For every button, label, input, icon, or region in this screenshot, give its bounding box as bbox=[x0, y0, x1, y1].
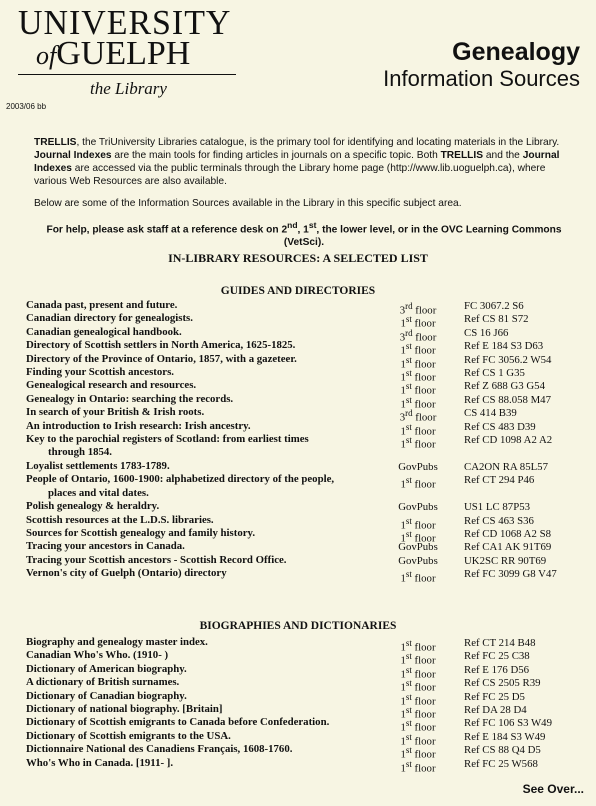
logo-library-text: the Library bbox=[90, 79, 167, 98]
resource-title-line: Key to the parochial registers of Scotland: from earliest times bbox=[26, 433, 309, 446]
call-number: FC 3067.2 S6 bbox=[464, 300, 524, 312]
resource-location bbox=[378, 540, 458, 554]
see-over-note: See Over... bbox=[522, 782, 584, 796]
intro-text-segment: , the TriUniversity Libraries catalogue, is the primary tool for identifying and locating materials in the Library. bbox=[76, 137, 560, 148]
resource-title bbox=[26, 649, 376, 662]
floor-number: 1 bbox=[400, 519, 406, 532]
resource-title bbox=[26, 339, 376, 352]
floor-number: 1 bbox=[400, 572, 406, 585]
floor-label: floor bbox=[411, 371, 436, 384]
resource-title-line: Genealogy in Ontario: searching the records. bbox=[26, 392, 234, 405]
resource-title-line: An introduction to Irish research: Irish ancestry. bbox=[26, 419, 251, 432]
resource-location bbox=[378, 500, 458, 514]
page-title bbox=[383, 38, 580, 92]
floor-number: 3 bbox=[399, 411, 406, 424]
floor-label: floor bbox=[411, 318, 436, 330]
call-number: Ref E 176 D56 bbox=[464, 663, 530, 676]
intro-text bbox=[34, 136, 574, 258]
intro-paragraph-1 bbox=[34, 136, 574, 188]
intro-text-segment: are the main tools for finding articles in journals on a specific topic. Both bbox=[111, 150, 441, 161]
resource-title-line: Canadian directory for genealogists. bbox=[26, 312, 193, 325]
floor-number: 1 bbox=[400, 748, 406, 761]
call-number: Ref E 184 S3 W49 bbox=[464, 730, 546, 743]
call-number: Ref CT 214 B48 bbox=[464, 637, 536, 649]
floor-number: 1 bbox=[400, 438, 406, 451]
resource-location bbox=[378, 757, 458, 776]
list-item bbox=[26, 703, 586, 721]
resource-title-line: Dictionary of Scottish emigrants to Canada before Confederation. bbox=[26, 716, 330, 729]
help-text-segment: , 1 bbox=[297, 224, 309, 236]
resource-title bbox=[26, 676, 376, 689]
floor-label: floor bbox=[411, 735, 436, 748]
resource-title bbox=[26, 743, 376, 756]
resource-title-line: In search of your British & Irish roots. bbox=[26, 406, 205, 419]
call-number: Ref CS 81 S72 bbox=[464, 313, 529, 326]
list-item bbox=[26, 419, 586, 438]
floor-label: floor bbox=[411, 425, 436, 438]
floor-ordinal: st bbox=[405, 745, 412, 756]
floor-label: floor bbox=[411, 695, 436, 708]
floor-number: 1 bbox=[400, 344, 406, 357]
resource-title bbox=[26, 420, 376, 433]
list-item bbox=[26, 473, 586, 500]
list-item bbox=[26, 662, 586, 681]
floor-number: 1 bbox=[400, 695, 406, 708]
resource-title bbox=[26, 663, 376, 676]
call-number: Ref FC 3099 G8 V47 bbox=[464, 568, 557, 581]
resource-title bbox=[26, 690, 376, 703]
resource-title bbox=[26, 433, 376, 460]
call-number: Ref Z 688 G3 G54 bbox=[464, 380, 545, 393]
floor-number: 1 bbox=[400, 641, 406, 654]
floor-ordinal: st bbox=[405, 638, 412, 648]
list-item bbox=[26, 756, 586, 775]
call-number: Ref CS 1 G35 bbox=[464, 367, 525, 380]
floor-number: 1 bbox=[400, 722, 406, 735]
trellis-term: TRELLIS bbox=[440, 150, 484, 161]
logo-university-text: UNIVERSITY bbox=[18, 3, 232, 42]
floor-label: floor bbox=[411, 385, 436, 398]
call-number: CS 16 J66 bbox=[464, 326, 509, 339]
floor-label: floor bbox=[411, 438, 436, 451]
floor-ordinal: st bbox=[405, 691, 412, 702]
floor-label: floor bbox=[411, 681, 436, 694]
floor-ordinal: st bbox=[405, 705, 412, 716]
resource-title bbox=[26, 353, 376, 366]
floor-ordinal: rd bbox=[405, 327, 413, 338]
resource-title-line: A dictionary of British surnames. bbox=[26, 676, 180, 689]
floor-label: floor bbox=[411, 668, 436, 681]
logo-of-text: of bbox=[36, 41, 57, 70]
floor-label: GovPubs bbox=[398, 501, 438, 514]
floor-label: floor bbox=[411, 478, 436, 491]
floor-label: floor bbox=[411, 572, 436, 585]
floor-ordinal: st bbox=[405, 664, 412, 675]
floor-number: 1 bbox=[400, 735, 406, 748]
help-text-segment: , the lower level, or in the OVC Learning Commons (VetSci). bbox=[283, 224, 562, 249]
intro-paragraph-2: Below are some of the Information Sources available in the Library in this specific subject area. bbox=[34, 198, 462, 209]
floor-label: GovPubs bbox=[398, 460, 438, 473]
floor-number: 1 bbox=[400, 681, 406, 694]
resource-title-line: Dictionary of Canadian biography. bbox=[26, 689, 187, 702]
resource-title bbox=[26, 703, 376, 716]
title-line-1: Genealogy bbox=[452, 38, 580, 66]
floor-ordinal: st bbox=[405, 758, 412, 769]
resource-title bbox=[26, 473, 376, 500]
floor-ordinal: st bbox=[405, 528, 412, 539]
floor-label: floor bbox=[412, 331, 437, 344]
list-item bbox=[26, 649, 586, 667]
journal-indexes-term: Journal Indexes bbox=[34, 150, 112, 161]
list-item bbox=[26, 540, 586, 553]
floor-ordinal: st bbox=[405, 421, 412, 432]
resource-location bbox=[378, 473, 458, 492]
floor-ordinal: st bbox=[405, 569, 412, 580]
title-line-2: Information Sources bbox=[383, 66, 580, 91]
journal-indexes-term: Journal Indexes bbox=[34, 150, 560, 174]
resource-title-line: Sources for Scottish genealogy and family history. bbox=[26, 526, 256, 539]
resource-title bbox=[26, 393, 376, 406]
list-item bbox=[26, 325, 586, 344]
section-title-guides: GUIDES AND DIRECTORIES bbox=[220, 285, 376, 297]
guides-list bbox=[26, 299, 586, 585]
floor-number: 1 bbox=[400, 762, 406, 775]
resource-title bbox=[26, 527, 376, 540]
resource-title-line: Canada past, present and future. bbox=[26, 299, 178, 311]
resource-title-line: Polish genealogy & heraldry. bbox=[26, 500, 160, 513]
call-number: Ref FC 106 S3 W49 bbox=[464, 717, 552, 730]
floor-ordinal: st bbox=[405, 718, 412, 729]
resource-title bbox=[26, 514, 376, 527]
resource-title bbox=[26, 567, 376, 580]
resource-title-line: Vernon's city of Guelph (Ontario) directory bbox=[26, 567, 227, 580]
call-number: Ref CD 1068 A2 S8 bbox=[464, 527, 551, 540]
resource-title-line: Genealogical research and resources. bbox=[26, 379, 197, 392]
call-number: Ref DA 28 D4 bbox=[464, 704, 527, 717]
resource-title-line: Dictionary of Scottish emigrants to the USA. bbox=[26, 729, 231, 742]
list-item bbox=[26, 689, 586, 708]
floor-label: floor bbox=[411, 532, 436, 545]
resource-title bbox=[26, 554, 376, 567]
floor-ordinal: st bbox=[405, 515, 412, 526]
resource-title bbox=[26, 540, 376, 553]
floor-label: GovPubs bbox=[398, 554, 438, 567]
call-number: Ref FC 25 W568 bbox=[464, 757, 538, 770]
help-note bbox=[34, 219, 574, 249]
resource-location bbox=[378, 433, 458, 452]
list-item bbox=[26, 339, 586, 357]
floor-number: 1 bbox=[400, 358, 406, 371]
resource-title-line: Loyalist settlements 1783-1789. bbox=[26, 459, 170, 472]
floor-ordinal: st bbox=[405, 354, 412, 365]
call-number: Ref CA1 AK 91T69 bbox=[464, 541, 552, 554]
floor-ordinal: rd bbox=[405, 408, 413, 419]
logo-guelph-line bbox=[18, 35, 248, 72]
list-item bbox=[26, 392, 586, 411]
list-item bbox=[26, 500, 586, 513]
floor-label: floor bbox=[411, 762, 436, 775]
call-number: Ref CS 88 Q4 D5 bbox=[464, 744, 541, 757]
list-item bbox=[26, 513, 586, 532]
call-number: Ref FC 3056.2 W54 bbox=[464, 353, 552, 366]
floor-label: floor bbox=[411, 655, 436, 667]
floor-label: floor bbox=[411, 519, 436, 532]
floor-label: floor bbox=[411, 722, 436, 735]
floor-label: floor bbox=[412, 411, 437, 424]
call-number: Ref CD 1098 A2 A2 bbox=[464, 434, 553, 447]
resource-location bbox=[378, 554, 458, 568]
resource-title-line: People of Ontario, 1600-1900: alphabetized directory of the people, bbox=[26, 473, 335, 486]
biographies-list bbox=[26, 636, 586, 775]
floor-ordinal: st bbox=[405, 381, 412, 392]
floor-label: floor bbox=[411, 708, 436, 721]
call-number: CA2ON RA 85L57 bbox=[464, 460, 548, 473]
resource-title-line: Canadian Who's Who. (1910- ) bbox=[26, 649, 169, 662]
resource-title bbox=[26, 326, 376, 339]
floor-label: floor bbox=[412, 304, 437, 317]
call-number: Ref CT 294 P46 bbox=[464, 474, 535, 487]
call-number: Ref CS 463 S36 bbox=[464, 514, 534, 527]
trellis-term: TRELLIS bbox=[34, 137, 77, 148]
intro-text-segment: and the bbox=[483, 150, 523, 161]
floor-label: floor bbox=[411, 398, 436, 411]
list-item bbox=[26, 676, 586, 694]
floor-ordinal: st bbox=[405, 651, 412, 662]
list-item bbox=[26, 352, 586, 371]
resource-title-continuation: places and vital dates. bbox=[48, 486, 149, 499]
resource-title bbox=[26, 366, 376, 379]
call-number: Ref E 184 S3 D63 bbox=[464, 340, 544, 353]
floor-number: 1 bbox=[400, 478, 406, 491]
list-item bbox=[26, 526, 586, 545]
resource-title bbox=[26, 636, 376, 649]
floor-label: floor bbox=[411, 748, 436, 761]
call-number: Ref FC 25 C38 bbox=[464, 650, 530, 663]
floor-number: 3 bbox=[399, 304, 406, 317]
floor-ordinal: rd bbox=[405, 301, 413, 311]
main-heading: IN-LIBRARY RESOURCES: A SELECTED LIST bbox=[168, 251, 428, 265]
list-item bbox=[26, 299, 586, 317]
floor-label: GovPubs bbox=[398, 541, 438, 554]
resource-title-line: Who's Who in Canada. [1911- ]. bbox=[26, 756, 174, 769]
resource-title bbox=[26, 312, 376, 325]
floor-label: floor bbox=[411, 358, 436, 371]
list-item bbox=[26, 379, 586, 398]
resource-title-line: Directory of Scottish settlers in North America, 1625-1825. bbox=[26, 339, 296, 352]
resource-title bbox=[26, 716, 376, 729]
floor-number: 1 bbox=[400, 398, 406, 411]
logo-rule bbox=[18, 74, 236, 75]
floor-number: 1 bbox=[400, 425, 406, 438]
call-number: CS 414 B39 bbox=[464, 407, 517, 420]
logo-guelph-text: GUELPH bbox=[56, 35, 191, 72]
help-sup: nd bbox=[287, 220, 298, 230]
call-number: Ref CS 483 D39 bbox=[464, 420, 536, 433]
call-number: US1 LC 87P53 bbox=[464, 501, 530, 514]
resource-location bbox=[378, 567, 458, 586]
list-item bbox=[26, 554, 586, 567]
resource-title bbox=[26, 500, 376, 513]
resource-title-line: Dictionary of American biography. bbox=[26, 662, 187, 675]
floor-ordinal: st bbox=[405, 475, 412, 486]
floor-ordinal: st bbox=[405, 678, 412, 689]
floor-number: 3 bbox=[399, 331, 406, 344]
resource-title-line: Tracing your Scottish ancestors - Scottish Record Office. bbox=[26, 553, 287, 566]
floor-number: 1 bbox=[400, 371, 406, 384]
list-item bbox=[26, 743, 586, 761]
floor-number: 1 bbox=[400, 318, 406, 330]
resource-title-line: Scottish resources at the L.D.S. libraries. bbox=[26, 513, 214, 526]
resource-title-line: Dictionary of national biography. [Britain] bbox=[26, 703, 223, 716]
floor-number: 1 bbox=[400, 708, 406, 721]
floor-ordinal: st bbox=[405, 368, 412, 379]
resource-title-line: Dictionnaire National des Canadiens Français, 1608-1760. bbox=[26, 743, 293, 756]
list-item bbox=[26, 460, 586, 473]
call-number: UK2SC RR 90T69 bbox=[464, 554, 547, 567]
resource-title bbox=[26, 299, 376, 312]
list-item bbox=[26, 716, 586, 735]
list-item bbox=[26, 567, 586, 585]
list-item bbox=[26, 366, 586, 384]
resource-title-line: Finding your Scottish ancestors. bbox=[26, 366, 174, 379]
resource-title-line: Biography and genealogy master index. bbox=[26, 636, 208, 648]
resource-title bbox=[26, 460, 376, 473]
resource-title-line: Canadian genealogical handbook. bbox=[26, 325, 182, 338]
resource-title bbox=[26, 379, 376, 392]
floor-ordinal: st bbox=[405, 341, 412, 352]
resource-location bbox=[378, 460, 458, 474]
help-text-segment: For help, please ask staff at a reference desk on 2 bbox=[46, 224, 288, 236]
resource-title-line: Tracing your ancestors in Canada. bbox=[26, 540, 185, 553]
floor-number: 1 bbox=[400, 385, 406, 398]
resource-title-continuation: through 1854. bbox=[48, 446, 112, 459]
help-sup: st bbox=[308, 220, 317, 230]
list-item bbox=[26, 406, 586, 424]
resource-title bbox=[26, 730, 376, 743]
resource-title bbox=[26, 757, 376, 770]
section-title-biographies: BIOGRAPHIES AND DICTIONARIES bbox=[199, 620, 397, 632]
resource-title bbox=[26, 406, 376, 419]
floor-ordinal: st bbox=[405, 314, 412, 325]
list-item bbox=[26, 636, 586, 654]
list-item bbox=[26, 312, 586, 330]
list-item bbox=[26, 433, 586, 460]
floor-label: floor bbox=[411, 641, 436, 654]
document-code: 2003/06 bb bbox=[6, 102, 47, 111]
university-logo bbox=[18, 3, 248, 99]
floor-number: 1 bbox=[400, 655, 406, 667]
floor-number: 1 bbox=[400, 532, 406, 545]
floor-label: floor bbox=[411, 344, 436, 357]
resource-title-line: Directory of the Province of Ontario, 1857, with a gazeteer. bbox=[26, 352, 297, 365]
floor-ordinal: st bbox=[405, 435, 412, 446]
intro-text-segment: are accessed via the public terminals through the Library home page (http://www.lib.uoguelph.ca), where various Web Resources are also available. bbox=[34, 163, 546, 187]
floor-ordinal: st bbox=[405, 394, 412, 405]
floor-number: 1 bbox=[400, 668, 406, 681]
call-number: Ref CS 2505 R39 bbox=[464, 677, 541, 690]
call-number: Ref CS 88.058 M47 bbox=[464, 393, 551, 406]
floor-ordinal: st bbox=[405, 731, 412, 742]
list-item bbox=[26, 729, 586, 748]
call-number: Ref FC 25 D5 bbox=[464, 690, 525, 703]
